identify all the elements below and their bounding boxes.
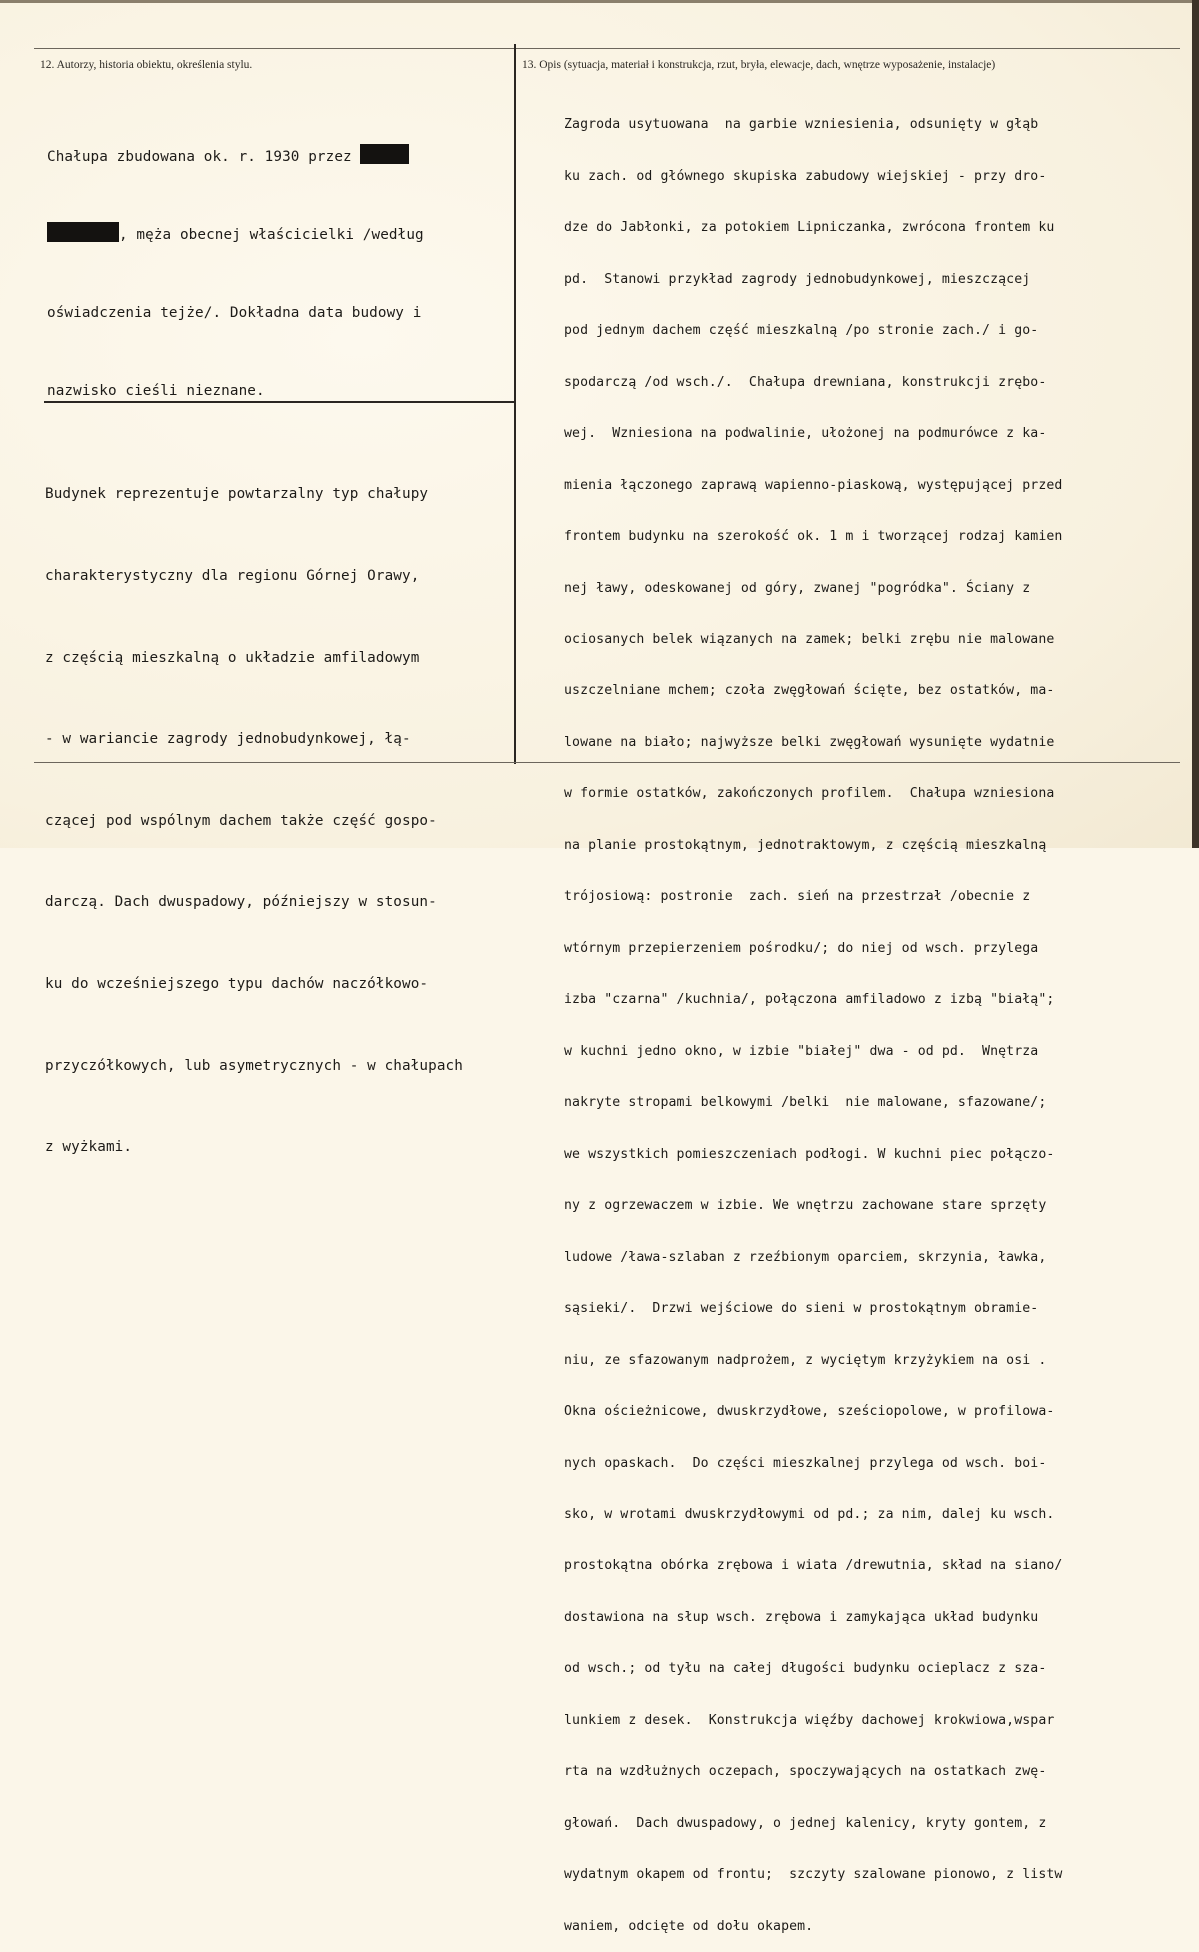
text-line: na planie prostokątnym, jednotraktowym, z częścią mieszkalną xyxy=(564,837,1047,853)
text-line: mienia łączonego zaprawą wapienno-piaskową, występującej przed xyxy=(564,477,1063,493)
text-line: dze do Jabłonki, za potokiem Lipniczanka, zwrócona frontem ku xyxy=(564,220,1055,236)
text-line: , męża obecnej właścicielki /według xyxy=(47,222,424,248)
text-line: w formie ostatków, zakończonych profilem. Chałupa wzniesiona xyxy=(564,786,1055,802)
text-line: we wszystkich pomieszczeniach podłogi. W kuchni piec połączo- xyxy=(564,1146,1055,1162)
text-line: przyczółkowych, lub asymetrycznych - w chałupach xyxy=(45,1057,463,1074)
text-line: ku zach. od głównego skupiska zabudowy wiejskiej - przy dro- xyxy=(564,168,1047,184)
text-line: - w wariancie zagrody jednobudynkowej, łą- xyxy=(45,731,411,748)
text-line: Budynek reprezentuje powtarzalny typ chałupy xyxy=(45,486,429,503)
text-line: trójosiową: postronie zach. sień na przestrzał /obecnie z xyxy=(564,889,1031,905)
text-line: pod jednym dachem część mieszkalną /po stronie zach./ i go- xyxy=(564,323,1039,339)
description-text xyxy=(564,82,1062,1952)
text-line: waniem, odcięte od dołu okapem. xyxy=(564,1918,814,1934)
text-line: prostokątna obórka zrębowa i wiata /drewutnia, skład na siano/ xyxy=(564,1558,1063,1574)
text-line: oświadczenia tejże/. Dokładna data budowy i xyxy=(47,305,422,321)
column-divider xyxy=(514,44,516,764)
text-line: wtórnym przepierzeniem pośrodku/; do niej od wsch. przylega xyxy=(564,940,1039,956)
text-line: nakryte stropami belkowymi /belki nie malowane, sfazowane/; xyxy=(564,1095,1047,1111)
redaction-block xyxy=(47,222,119,242)
text-line: nej ławy, odeskowanej od góry, zwanej "pogródka". Ściany z xyxy=(564,580,1031,596)
section-12-heading: 12. Autorzy, historia obiektu, określenia stylu. xyxy=(40,59,253,71)
text-line: głowań. Dach dwuspadowy, o jednej kalenicy, kryty gontem, z xyxy=(564,1815,1047,1831)
text-line: dostawiona na słup wsch. zrębowa i zamykająca układ budynku xyxy=(564,1609,1039,1625)
form-top-rule xyxy=(34,48,1180,49)
text-line: nazwisko cieśli nieznane. xyxy=(47,383,265,399)
text-line: sąsieki/. Drzwi wejściowe do sieni w prostokątnym obramie- xyxy=(564,1301,1039,1317)
text-line: izba "czarna" /kuchnia/, połączona amfiladowo z izbą "białą"; xyxy=(564,992,1055,1008)
text-line: frontem budynku na szerokość ok. 1 m i tworzącej rodzaj kamien xyxy=(564,529,1063,545)
text-line: nych opaskach. Do części mieszkalnej przylega od wsch. boi- xyxy=(564,1455,1047,1471)
typology-assessment-text xyxy=(45,427,463,1189)
text-line: charakterystyczny dla regionu Górnej Orawy, xyxy=(45,568,420,585)
text-line: Okna ościeżnicowe, dwuskrzydłowe, sześciopolowe, w profilowa- xyxy=(564,1404,1055,1420)
text-line: spodarczą /od wsch./. Chałupa drewniana, konstrukcji zrębo- xyxy=(564,374,1047,390)
text-line: lowane na biało; najwyższe belki zwęgłowań wysunięte wydatnie xyxy=(564,734,1055,750)
text-line: darczą. Dach dwuspadowy, późniejszy w stosun- xyxy=(45,894,437,911)
section-13-heading: 13. Opis (sytuacja, materiał i konstrukcja, rzut, bryła, elewacje, dach, wnętrze wyposażenie, instalacje) xyxy=(522,59,996,71)
text-line: ociosanych belek wiązanych na zamek; belki zrębu nie malowane xyxy=(564,632,1055,647)
text-line: czącej pod wspólnym dachem także część gospo- xyxy=(45,812,437,829)
text-line: ku do wcześniejszego typu dachów naczółkowo- xyxy=(45,976,429,993)
text-line: wydatnym okapem od frontu; szczyty szalowane pionowo, z listw xyxy=(564,1867,1063,1883)
text-line: pd. Stanowi przykład zagrody jednobudynkowej, mieszczącej xyxy=(564,271,1031,287)
authors-history-text xyxy=(47,92,424,430)
text-line: Chałupa zbudowana ok. r. 1930 przez xyxy=(47,144,424,170)
redaction-block xyxy=(360,144,409,164)
page-top-edge xyxy=(0,0,1192,3)
text-line: lunkiem z desek. Konstrukcja więźby dachowej krokwiowa,wspar xyxy=(564,1712,1055,1728)
form-bottom-rule xyxy=(34,762,1180,763)
text-line: niu, ze sfazowanym nadprożem, z wyciętym krzyżykiem na osi . xyxy=(564,1352,1047,1368)
text-line: wej. Wzniesiona na podwalinie, ułożonej na podmurówce z ka- xyxy=(564,426,1047,442)
text-line: ny z ogrzewaczem w izbie. We wnętrzu zachowane stare sprzęty xyxy=(564,1198,1047,1214)
text-line: z wyżkami. xyxy=(45,1139,133,1156)
text-line: z częścią mieszkalną o układzie amfiladowym xyxy=(45,649,420,666)
page-right-edge xyxy=(1192,0,1199,848)
text-line: Zagroda usytuowana na garbie wzniesienia, odsunięty w głąb xyxy=(564,117,1039,133)
text-line: sko, w wrotami dwuskrzydłowymi od pd.; za nim, dalej ku wsch. xyxy=(564,1506,1055,1522)
text-line: w kuchni jedno okno, w izbie "białej" dwa - od pd. Wnętrza xyxy=(564,1043,1039,1059)
text-line: rta na wzdłużnych oczepach, spoczywających na ostatkach zwę- xyxy=(564,1764,1047,1780)
text-line: od wsch.; od tyłu na całej długości budynku ocieplacz z sza- xyxy=(564,1661,1047,1677)
text-line: uszczelniane mchem; czoła zwęgłowań ścięte, bez ostatków, ma- xyxy=(564,683,1055,699)
text-line: ludowe /ława-szlaban z rzeźbionym oparciem, skrzynia, ławka, xyxy=(564,1249,1047,1265)
